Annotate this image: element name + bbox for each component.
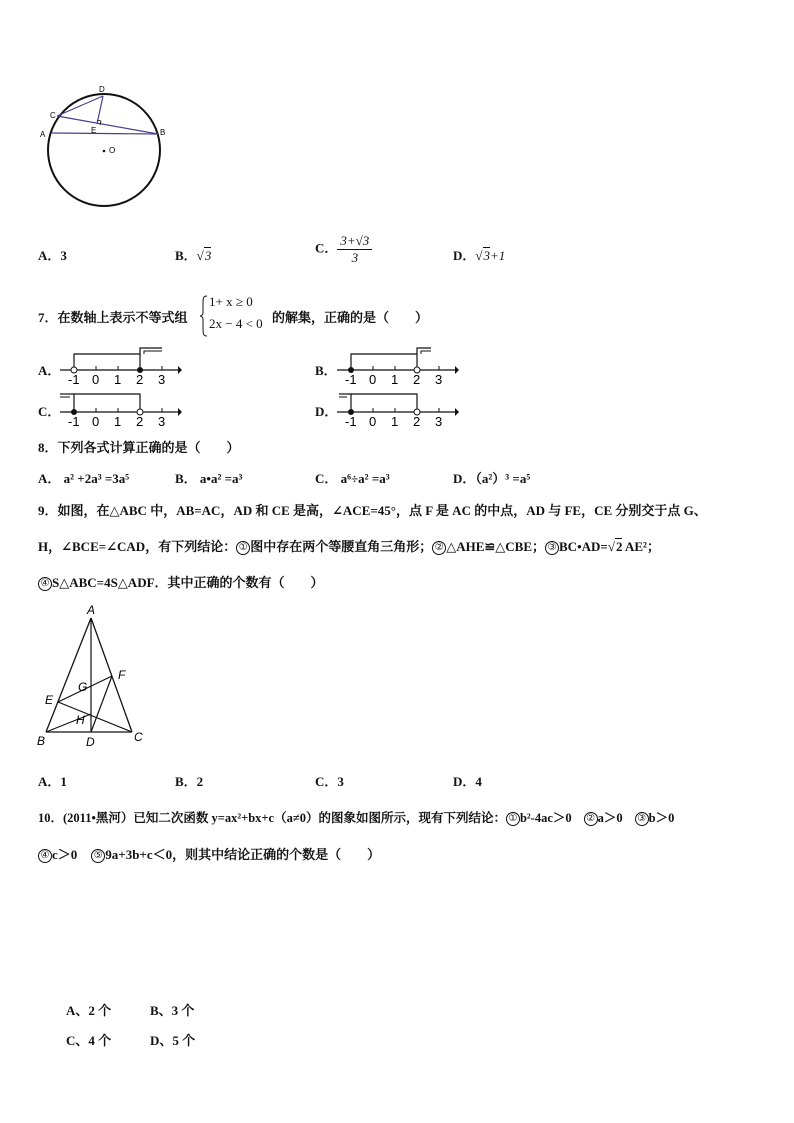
q9-line-1: 9．如图，在△ABC 中，AB=AC，AD 和 CE 是高，∠ACE=45°，点 F 是 AC 的中点，AD 与 FE，CE 分别交于点 G、	[38, 503, 707, 518]
q10-statement-1: b²-4ac＞0	[519, 811, 572, 825]
q9-line-2-d: BC•AD=	[559, 539, 608, 554]
q8-option-b[interactable]: B． a•a² =a³	[175, 471, 243, 486]
label-c: C	[134, 730, 143, 744]
svg-text:3: 3	[158, 414, 166, 428]
q7-option-c-letter: C．	[38, 404, 61, 419]
q10-statement-3: b＞0	[648, 811, 675, 825]
svg-text:1: 1	[391, 372, 399, 386]
q6-option-c-prefix: C．	[315, 240, 338, 256]
circled-1: ①	[236, 541, 250, 555]
circled-1: ①	[506, 812, 520, 826]
q7-stem-suffix: 的解集，正确的是（ ）	[272, 310, 429, 325]
q6-option-c[interactable]	[315, 233, 372, 266]
svg-text:-1: -1	[345, 414, 357, 428]
svg-text:2: 2	[413, 372, 421, 386]
q9-line-2-e: AE²；	[622, 539, 660, 554]
circled-3: ③	[635, 812, 649, 826]
q10-statement-4: c＞0	[52, 847, 78, 862]
label-a: A	[87, 604, 96, 617]
triangle-figure	[36, 604, 148, 750]
svg-text:3: 3	[435, 372, 443, 386]
circled-3: ③	[545, 541, 559, 555]
q9-line-3-text: S△ABC=4S△ADF．其中正确的个数有（ ）	[52, 575, 324, 590]
center-dot	[103, 150, 106, 153]
q7-number-line-d[interactable]	[337, 388, 459, 428]
chord-ab	[52, 133, 158, 134]
svg-text:0: 0	[369, 414, 377, 428]
q9-line-2-b: 图中存在两个等腰直角三角形；	[250, 539, 433, 554]
label-g: G	[78, 680, 88, 694]
q9-line-2-c: △AHE≌△CBE；	[446, 539, 546, 554]
q6-option-b[interactable]	[175, 245, 211, 264]
svg-text:3: 3	[158, 372, 166, 386]
q9-option-c[interactable]: C．3	[315, 774, 344, 789]
q9-line-2-radicand: 2	[615, 539, 623, 554]
q10-statement-5: 9a+3b+c＜0，则其中结论正确的个数是（ ）	[105, 847, 381, 862]
q6-option-d[interactable]	[453, 245, 505, 264]
q6-option-c-numerator: 3+√3	[337, 233, 372, 250]
q7-inequality-2: 2x − 4 < 0	[209, 316, 263, 331]
svg-text:1: 1	[391, 414, 399, 428]
label-d: D	[99, 85, 105, 94]
chord-cb	[57, 116, 158, 134]
q7-number-line-a[interactable]	[60, 346, 182, 386]
q7-option-a-letter: A．	[38, 363, 61, 378]
q6-option-b-prefix: B．	[175, 248, 197, 263]
q8-option-a[interactable]: A． a² +2a³ =3a⁵	[38, 471, 130, 486]
segment-de	[97, 96, 103, 124]
q10-line-2	[38, 844, 380, 863]
label-a: A	[40, 130, 46, 139]
svg-text:3: 3	[435, 414, 443, 428]
label-h: H	[76, 713, 85, 727]
q6-option-d-prefix: D．	[453, 248, 476, 263]
q6-option-d-radicand: 3	[483, 248, 491, 263]
q9-option-d[interactable]: D．4	[453, 774, 482, 789]
sqrt-sign: √	[475, 248, 483, 263]
q6-option-c-fraction	[337, 233, 372, 266]
svg-text:-1: -1	[68, 414, 80, 428]
q7-stem-prefix: 7．在数轴上表示不等式组	[38, 310, 188, 325]
label-c: C	[50, 111, 56, 120]
brace-icon	[200, 295, 208, 337]
label-f: F	[118, 668, 126, 682]
sqrt-sign: √	[607, 539, 615, 554]
q9-line-2-a: H，∠BCE=∠CAD，有下列结论：	[38, 539, 237, 554]
svg-text:2: 2	[136, 372, 144, 386]
q6-option-b-radicand: 3	[204, 248, 212, 263]
q10-statement-2: a＞0	[597, 811, 623, 825]
svg-text:2: 2	[413, 414, 421, 428]
svg-text:2: 2	[136, 414, 144, 428]
circled-4: ④	[38, 849, 52, 863]
svg-text:-1: -1	[345, 372, 357, 386]
label-d: D	[86, 735, 95, 749]
circled-2: ②	[432, 541, 446, 555]
q6-option-d-tail: +1	[490, 248, 506, 263]
svg-text:1: 1	[114, 414, 122, 428]
svg-text:0: 0	[92, 372, 100, 386]
label-b: B	[160, 128, 166, 137]
svg-text:1: 1	[114, 372, 122, 386]
q9-line-2	[38, 536, 660, 555]
label-e: E	[45, 693, 54, 707]
q10-option-c[interactable]: C、4 个	[66, 1033, 112, 1048]
label-o: O	[109, 146, 116, 155]
circled-4: ④	[38, 577, 52, 591]
q7-number-line-c[interactable]	[60, 388, 182, 428]
q6-option-a[interactable]: A．3	[38, 248, 67, 263]
q6-option-c-denominator: 3	[351, 250, 359, 265]
q9-line-3	[38, 572, 324, 591]
q10-option-b[interactable]: B、3 个	[150, 1003, 195, 1018]
q8-option-d[interactable]: D．（a²）³ =a⁵	[453, 471, 531, 486]
circle-figure	[36, 82, 172, 212]
q8-option-c[interactable]: C． a⁶÷a² =a³	[315, 471, 390, 486]
q9-option-b[interactable]: B．2	[175, 774, 204, 789]
q8-stem: 8．下列各式计算正确的是（ ）	[38, 440, 240, 455]
q10-line-1	[38, 808, 674, 826]
circled-2: ②	[584, 812, 598, 826]
q10-option-a[interactable]: A、2 个	[66, 1003, 112, 1018]
q7-option-b-letter: B．	[315, 363, 337, 378]
svg-text:0: 0	[369, 372, 377, 386]
label-e: E	[91, 126, 97, 135]
q7-option-d-letter: D．	[315, 404, 338, 419]
circled-5: ⑤	[91, 849, 105, 863]
label-b: B	[37, 734, 46, 748]
q9-option-a[interactable]: A．1	[38, 774, 67, 789]
sqrt-sign: √	[196, 248, 204, 263]
svg-text:-1: -1	[68, 372, 80, 386]
q10-option-d[interactable]: D、5 个	[150, 1033, 196, 1048]
q7-number-line-b[interactable]	[337, 346, 459, 386]
q10-line-1-text: 10．(2011•黑河）已知二次函数 y=ax²+bx+c（a≠0）的图象如图所示，现有下列结论：	[38, 811, 506, 825]
q7-inequality-1: 1+ x ≥ 0	[209, 294, 253, 309]
altitude-ce	[58, 702, 132, 732]
svg-text:0: 0	[92, 414, 100, 428]
